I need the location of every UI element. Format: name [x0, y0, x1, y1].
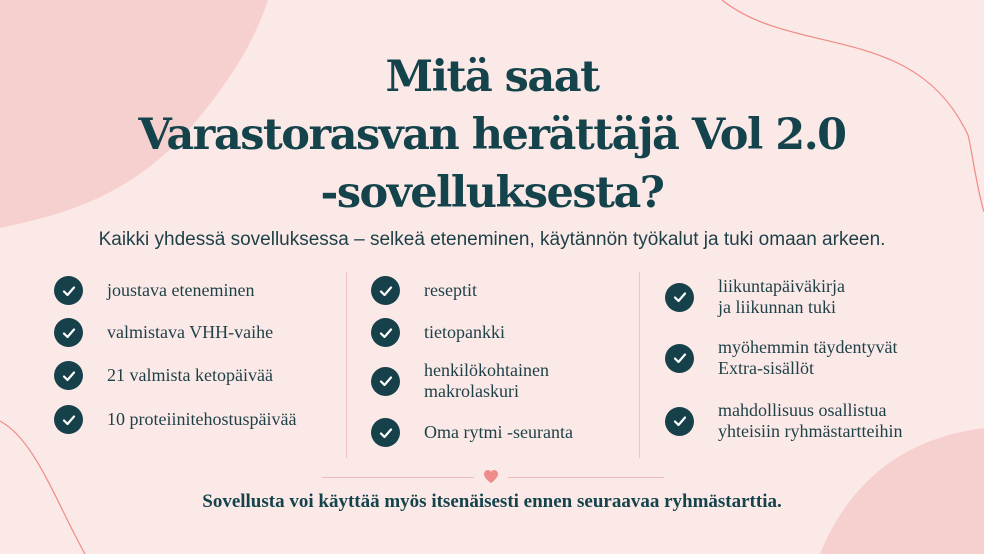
check-circle-icon — [371, 318, 400, 347]
feature-text: henkilökohtainen — [424, 360, 549, 380]
feature-item — [665, 337, 897, 379]
feature-text: Oma rytmi -seuranta — [424, 422, 573, 442]
feature-item — [54, 405, 296, 434]
check-circle-icon — [665, 283, 694, 312]
feature-text: tietopankki — [424, 322, 505, 342]
column-divider — [346, 272, 347, 458]
feature-text: mahdollisuus osallistua — [718, 400, 887, 420]
feature-item — [371, 360, 549, 402]
feature-text: makrolaskuri — [424, 381, 519, 401]
feature-text: joustava eteneminen — [107, 280, 255, 300]
check-circle-icon — [54, 276, 83, 305]
title-line-3: -sovelluksesta? — [320, 168, 664, 218]
check-circle-icon — [54, 405, 83, 434]
feature-text: valmistava VHH-vaihe — [107, 322, 274, 342]
footer-note: Sovellusta voi käyttää myös itsenäisesti ennen seuraavaa ryhmästarttia. — [202, 491, 782, 512]
feature-item — [665, 400, 902, 442]
feature-text: 21 valmista ketopäivää — [107, 365, 273, 385]
check-circle-icon — [665, 344, 694, 373]
footer-divider-right — [508, 477, 664, 478]
feature-text: yhteisiin ryhmästartteihin — [718, 421, 903, 441]
check-circle-icon — [371, 367, 400, 396]
check-circle-icon — [54, 318, 83, 347]
feature-text: myöhemmin täydentyvät — [718, 337, 898, 357]
feature-text: 10 proteiinitehostuspäivää — [107, 409, 297, 429]
feature-item — [665, 276, 845, 318]
subtitle: Kaikki yhdessä sovelluksessa – selkeä eteneminen, käytännön työkalut ja tuki omaan arkeen. — [98, 229, 886, 250]
feature-item — [371, 418, 573, 447]
feature-item — [54, 361, 273, 390]
feature-item — [54, 318, 273, 347]
check-circle-icon — [54, 361, 83, 390]
feature-text: ja liikunnan tuki — [718, 297, 836, 317]
heart-icon — [483, 469, 499, 484]
check-circle-icon — [371, 418, 400, 447]
title-line-1: Mitä saat — [385, 52, 599, 102]
feature-text: liikuntapäiväkirja — [718, 276, 845, 296]
title-line-2: Varastorasvan herättäjä Vol 2.0 — [138, 110, 846, 160]
page-title — [0, 48, 984, 222]
check-circle-icon — [665, 407, 694, 436]
feature-text: reseptit — [424, 280, 477, 300]
column-divider — [639, 272, 640, 458]
feature-item — [54, 276, 254, 305]
feature-text: Extra-sisällöt — [718, 358, 814, 378]
feature-item — [371, 276, 477, 305]
check-circle-icon — [371, 276, 400, 305]
feature-item — [371, 318, 505, 347]
footer-divider-left — [322, 477, 474, 478]
